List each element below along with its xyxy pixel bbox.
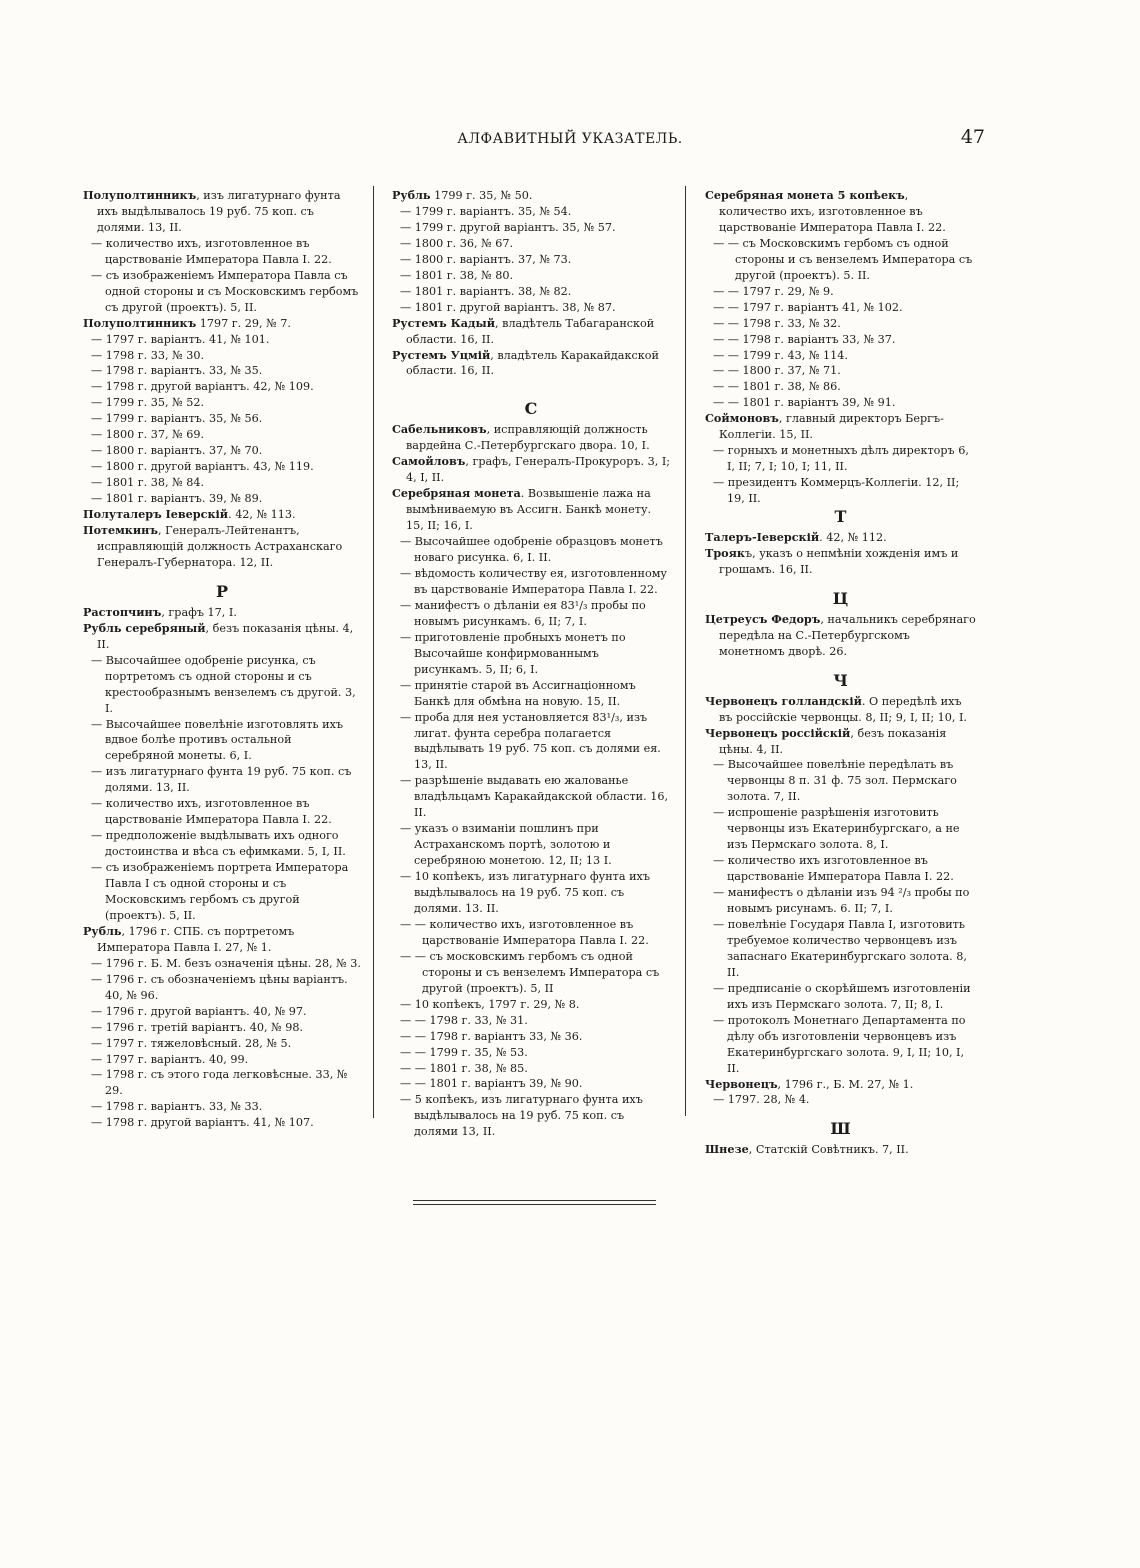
section-letter: Т	[834, 507, 847, 527]
sub-entry: — количество ихъ, изготовленное въ царствованіе Императора Павла I. 22.	[91, 797, 332, 827]
sub-entry: — манифестъ о дѣланіи изъ 94 ²/₃ пробы по новымъ рисунамъ. 6. II; 7, I.	[713, 886, 970, 916]
index-entry	[705, 726, 976, 758]
sub-entry: — 1801 г. 38, № 80.	[400, 268, 514, 282]
sub-entry: — — съ московскимъ гербомъ съ одной стороны и съ вензелемъ Императора съ другой (проектъ). 5, II	[400, 949, 660, 995]
sub-entry: — — 1799 г. 35, № 53.	[400, 1045, 528, 1059]
index-entry	[705, 694, 976, 726]
section-letter: Ч	[833, 670, 848, 690]
index-entry	[83, 605, 361, 621]
sub-entry: — — 1799 г. 43, № 114.	[713, 348, 848, 362]
sub-entry: — — 1801 г. варіантъ 39, № 91.	[713, 396, 896, 410]
sub-entry: — 1801 г. варіантъ. 38, № 82.	[400, 284, 572, 298]
index-entry	[83, 507, 361, 523]
entry-text: . О передѣлѣ ихъ въ россійскіе червонцы. 8, II; 9, I, II; 10, I.	[719, 694, 967, 724]
sub-entry: — — 1797 г. 29, № 9.	[713, 284, 834, 298]
entry-text: , изъ лигатурнаго фунта ихъ выдѣлывалось на 19 руб. 75 коп. съ долями. 13. II.	[414, 870, 650, 915]
entry-text: , изъ лигатурнаго фунта ихъ выдѣлывалось на 19 руб. 75 коп. съ долями 13, II.	[414, 1093, 643, 1139]
index-entry	[83, 621, 361, 653]
sub-entry: — 1797 г. варіантъ. 40, 99.	[91, 1052, 249, 1066]
sub-entry: — — съ Московскимъ гербомъ съ одной стороны и съ вензелемъ Императора съ другой (проектъ). 5. II.	[713, 236, 973, 282]
sub-entry: — — 1798 г. варіантъ 33, № 36.	[400, 1029, 583, 1043]
entry-text: , графъ 17, I.	[161, 605, 237, 619]
sub-entry: — 1798 г. другой варіантъ. 41, № 107.	[91, 1116, 314, 1130]
sub-entry: — 1797. 28, № 4.	[713, 1093, 810, 1107]
index-entry	[392, 997, 670, 1013]
sub-entry: — — 1798 г. варіантъ 33, № 37.	[713, 332, 896, 346]
entry-text: , изъ лигатурнаго фунта ихъ выдѣлывалось 19 руб. 75 коп. съ долями. 13, II.	[97, 189, 341, 234]
section-letter: С	[524, 399, 538, 419]
section-letter: Ш	[830, 1119, 851, 1139]
entry-text: , Генералъ-Лейтенантъ, исправляющій должность Астраханскаго Генералъ-Губернатора. 12, II.	[97, 524, 343, 569]
headword: Трояк	[705, 545, 745, 560]
running-title: АЛФАВИТНЫЙ УКАЗАТЕЛЬ.	[457, 131, 683, 147]
entry-text: ъ, указъ о непмѣніи хожденія имъ и грошамъ. 16, II.	[719, 546, 959, 576]
sub-entry: — 1798 г. варіантъ. 33, № 33.	[91, 1100, 263, 1114]
sub-entry: — съ изображеніемъ портрета Императора Павла I съ одной стороны и съ Московскимъ гербомъ съ другой (проектъ). 5, II.	[91, 861, 349, 922]
headword: Рубль	[83, 923, 122, 938]
index-entry	[705, 188, 976, 236]
column-divider	[373, 186, 374, 1118]
entry-text: , владѣтель Табагаранской области. 16, II.	[406, 316, 655, 346]
index-entry	[392, 486, 670, 534]
entry-text: , 1796 г., Б. М. 27, № 1.	[777, 1077, 914, 1091]
sub-entry: — количество ихъ изготовленное въ царствованіе Императора Павла I. 22.	[713, 854, 954, 884]
sub-entry: — 1800 г. 37, № 69.	[91, 428, 205, 442]
sub-entry: — 1801 г. варіантъ. 39, № 89.	[91, 492, 263, 506]
sub-entry: — 1799 г. варіантъ. 35, № 54.	[400, 204, 572, 218]
sub-entry: — 1797 г. варіантъ. 41, № 101.	[91, 332, 270, 346]
sub-entry: — 1800 г. варіантъ. 37, № 70.	[91, 444, 263, 458]
sub-entry: — 1796 г. съ обозначеніемъ цѣны варіантъ. 40, № 96.	[91, 972, 348, 1002]
sub-entry: — — 1798 г. 33, № 31.	[400, 1013, 528, 1027]
index-column-3	[705, 188, 976, 1158]
sub-entry: — 1797 г. тяжеловѣсный. 28, № 5.	[91, 1036, 292, 1050]
entry-text: , безъ показанія цѣны. 4, II.	[719, 726, 947, 756]
sub-entry: — 1799 г. 35, № 52.	[91, 396, 205, 410]
index-entry	[705, 1077, 976, 1093]
sub-entry: — манифестъ о дѣланіи ея 83¹/₃ пробы по новымъ рисункамъ. 6, II; 7, I.	[400, 598, 646, 628]
sub-entry: — 1796 г. другой варіантъ. 40, № 97.	[91, 1004, 307, 1018]
headword: Талеръ-Іеверскій	[705, 530, 820, 545]
section-letter: Ц	[832, 588, 849, 608]
sub-entry: — Высочайшее повелѣніе изготовлять ихъ вдвое болѣе противъ остальной серебряной монеты. 6, I.	[91, 717, 344, 763]
sub-entry: — 1798 г. 33, № 30.	[91, 348, 205, 362]
sub-entry: — 1798 г. другой варіантъ. 42, № 109.	[91, 380, 314, 394]
sub-entry: — протоколъ Монетнаго Департамента по дѣлу объ изготовленіи червонцевъ изъ Екатеринбургскаго золота. 9, I, II; 10, I, II.	[713, 1013, 966, 1075]
index-entry	[83, 924, 361, 956]
headword: — 10 копѣекъ	[400, 870, 482, 884]
headword: Рубль серебряный	[83, 620, 206, 635]
headword: — 10 копѣекъ	[400, 997, 482, 1011]
sub-entry: — Высочайшее повелѣніе передѣлать въ червонцы 8 п. 31 ф. 75 зол. Пермскаго золота. 7, II.	[713, 758, 957, 804]
sub-entry: — — 1798 г. 33, № 32.	[713, 316, 841, 330]
sub-entry: — — 1801 г. 38, № 85.	[400, 1061, 528, 1075]
index-entry	[705, 612, 976, 660]
sub-entry: — Высочайшее одобреніе рисунка, съ портретомъ съ одной стороны и съ крестообразнымъ вензелемъ съ другой. 3, I.	[91, 653, 356, 715]
entry-text: . Возвышеніе лажа на вымѣниваемую въ Ассигн. Банкѣ монету. 15, II; 16, I.	[406, 487, 652, 533]
index-entry	[392, 188, 670, 204]
entry-text: , 1796 г. СПБ. съ портретомъ Императора Павла I. 27, № 1.	[97, 924, 295, 954]
sub-entry: — 1801 г. 38, № 84.	[91, 476, 205, 490]
entry-text: , графъ, Генералъ-Прокуроръ. 3, I; 4, I, II.	[406, 455, 671, 485]
index-entry	[705, 411, 976, 443]
index-entry	[392, 316, 670, 348]
headword: Растопчинъ	[83, 604, 162, 619]
sub-entry: — 1800 г. варіантъ. 37, № 73.	[400, 252, 572, 266]
sub-entry: — изъ лигатурнаго фунта 19 руб. 75 коп. съ долями. 13, II.	[91, 765, 352, 795]
sub-entry: — Высочайшее одобреніе образцовъ монетъ новаго рисунка. 6, I. II.	[400, 535, 663, 565]
headword: Сабельниковъ	[392, 422, 487, 437]
entry-text: , владѣтель Каракайдакской области. 16, II.	[406, 348, 659, 378]
entry-text: 1797 г. 29, № 7.	[196, 316, 291, 330]
headword: Серебряная монета 5 копѣекъ	[705, 188, 905, 202]
index-entry	[705, 546, 976, 578]
headword: Полуполтинникъ	[83, 315, 197, 330]
sub-entry: — 1798 г. съ этого года легковѣсные. 33, № 29.	[91, 1068, 348, 1098]
index-entry	[83, 316, 361, 332]
index-entry	[83, 188, 361, 236]
index-column-1	[83, 188, 361, 1131]
headword: Шнезе	[705, 1142, 749, 1157]
sub-entry: — 1796 г. Б. М. безъ означенія цѣны. 28, № 3.	[91, 956, 361, 970]
headword: — 5 копѣекъ	[400, 1093, 475, 1107]
sub-entry: — вѣдомость количеству ея, изготовленному въ царствованіе Императора Павла I. 22.	[400, 566, 667, 596]
headword: Рубль	[392, 188, 431, 202]
headword: Червонецъ	[705, 1076, 778, 1091]
headword: Цетреусъ Федоръ	[705, 611, 821, 626]
entry-text: , исправляющій должность вардейна С.-Петербургскаго двора. 10, I.	[406, 423, 650, 453]
sub-entry: — повелѣніе Государя Павла I, изготовить требуемое количество червонцевъ изъ запаснаго Екатеринбургскаго золота. 8, II.	[713, 917, 967, 979]
sub-entry: — разрѣшеніе выдавать ею жалованье владѣльцамъ Каракайдакской области. 16, II.	[400, 774, 669, 820]
headword: Серебряная монета	[392, 486, 521, 501]
headword: Самойловъ	[392, 454, 466, 469]
headword: Червонецъ россійскій	[705, 725, 851, 740]
sub-entry: — 1798 г. варіантъ. 33, № 35.	[91, 364, 263, 378]
sub-entry: — 1799 г. другой варіантъ. 35, № 57.	[400, 220, 616, 234]
sub-entry: — — 1797 г. варіантъ 41, № 102.	[713, 300, 903, 314]
sub-entry: — президентъ Коммерцъ-Коллегіи. 12, II; 19, II.	[713, 476, 960, 506]
sub-entry: — предположеніе выдѣлывать ихъ одного достоинства и вѣса съ ефимками. 5, I, II.	[91, 829, 346, 859]
column-divider	[685, 186, 686, 1116]
sub-entry: — 1800 г. 36, № 67.	[400, 236, 514, 250]
entry-text: , 1797 г. 29, № 8.	[481, 997, 580, 1011]
index-entry	[705, 530, 976, 546]
sub-entry: — — 1801 г. варіантъ 39, № 90.	[400, 1077, 583, 1091]
index-entry	[705, 1142, 976, 1158]
index-entry	[83, 523, 361, 571]
sub-entry: — — 1800 г. 37, № 71.	[713, 364, 841, 378]
sub-entry: — 1796 г. третій варіантъ. 40, № 98.	[91, 1020, 304, 1034]
sub-entry: — количество ихъ, изготовленное въ царствованіе Императора Павла I. 22.	[91, 236, 332, 266]
sub-entry: — принятіе старой въ Ассигнаціонномъ Банкѣ для обмѣна на новую. 15, II.	[400, 678, 636, 708]
headword: Потемкинъ	[83, 523, 158, 538]
headword: Соймоновъ	[705, 411, 779, 426]
sub-entry: — 1799 г. варіантъ. 35, № 56.	[91, 412, 263, 426]
sub-entry: — приготовленіе пробныхъ монетъ по Высочайше конфирмованнымъ рисункамъ. 5, II; 6, I.	[400, 630, 626, 676]
sub-entry: — съ изображеніемъ Императора Павла съ одной стороны и съ Московскимъ гербомъ съ другой (проектъ). 5, II.	[91, 268, 359, 314]
index-entry	[392, 348, 670, 380]
index-column-2	[392, 188, 670, 1140]
headword: Полуталеръ Іеверскій	[83, 507, 229, 522]
sub-entry: — проба для нея установляется 83¹/₃, изъ лигат. фунта серебра полагается выдѣлывать 19 руб. 75 коп. съ долями ея. 13, II.	[400, 710, 661, 772]
entry-text: . 42, № 112.	[819, 531, 887, 545]
entry-text: , Статскій Совѣтникъ. 7, II.	[748, 1143, 909, 1157]
entry-text: , главный директоръ Бергъ-Коллегіи. 15, II.	[719, 412, 944, 442]
index-entry	[392, 869, 670, 917]
entry-text: , безъ показанія цѣны. 4, II.	[97, 621, 354, 651]
sub-entry: — испрошеніе разрѣшенія изготовить червонцы изъ Екатеринбургскаго, а не изъ Пермскаго золота. 8, I.	[713, 806, 960, 852]
sub-entry: — 1801 г. другой варіантъ. 38, № 87.	[400, 300, 616, 314]
index-entry	[392, 1092, 670, 1140]
index-entry	[392, 422, 670, 454]
headword: Полуполтинникъ	[83, 188, 197, 202]
sub-entry: — — количество ихъ, изготовленное въ царствованіе Императора Павла I. 22.	[400, 917, 649, 947]
page-number: 47	[960, 126, 985, 148]
sub-entry: — 1800 г. другой варіантъ. 43, № 119.	[91, 460, 314, 474]
sub-entry: — горныхъ и монетныхъ дѣлъ директоръ 6, I, II; 7, I; 10, I; 11, II.	[713, 444, 969, 474]
end-rule	[413, 1200, 656, 1205]
sub-entry: — предписаніе о скорѣйшемъ изготовленіи ихъ изъ Пермскаго золота. 7, II; 8, I.	[713, 981, 971, 1011]
sub-entry: — указъ о взиманіи пошлинъ при Астраханскомъ портѣ, золотою и серебряною монетою. 12, II; 13 I.	[400, 822, 612, 868]
headword: Рустемъ Уцмій	[392, 347, 491, 362]
entry-text: 1799 г. 35, № 50.	[430, 189, 533, 202]
sub-entry: — — 1801 г. 38, № 86.	[713, 380, 841, 394]
entry-text: , количество ихъ, изготовленное въ царствованіе Императора Павла I. 22.	[719, 189, 946, 234]
section-letter: Р	[215, 581, 229, 601]
headword: Червонецъ голландскій	[705, 693, 862, 708]
index-entry	[392, 454, 670, 486]
headword: Рустемъ Кадый	[392, 315, 496, 330]
entry-text: , начальникъ серебрянаго передѣла на С.-Петербургскомъ монетномъ дворѣ. 26.	[719, 612, 976, 658]
entry-text: . 42, № 113.	[228, 508, 296, 522]
